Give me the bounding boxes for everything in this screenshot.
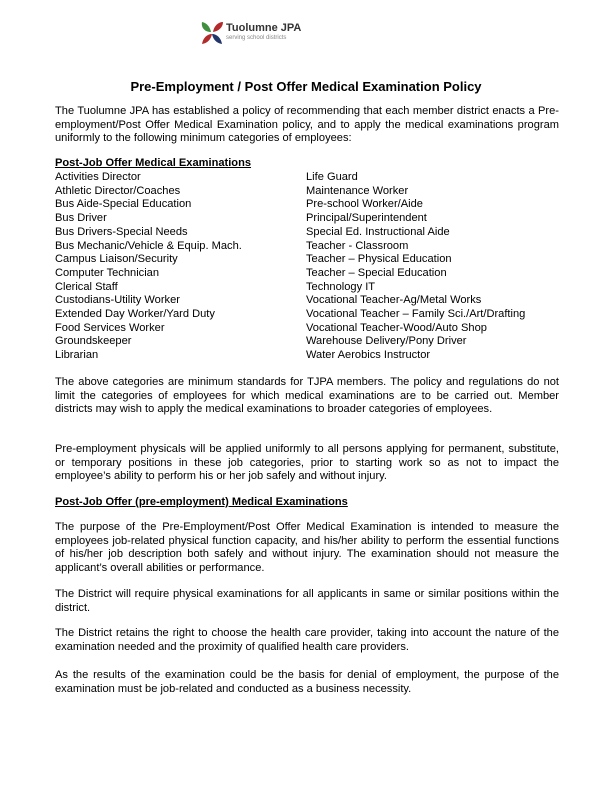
- list-item: Athletic Director/Coaches: [55, 184, 181, 197]
- list-item: Custodians-Utility Worker: [55, 294, 180, 307]
- purpose-paragraph: The purpose of the Pre-Employment/Post Offer Medical Examination is intended to measure the employees job-related physical function capacity, and his/her ability to perform the essential functions of his/her job description both safely and without injury. The examination should not measure the applicant’s overall abilities or performance.: [55, 521, 559, 575]
- list-item: Groundskeeper: [55, 335, 132, 348]
- list-item: Water Aerobics Instructor: [306, 349, 431, 362]
- list-item: Teacher – Physical Education: [306, 253, 452, 266]
- list-item: Clerical Staff: [55, 280, 118, 293]
- list-item: Bus Driver: [55, 212, 107, 225]
- list-item: Life Guard: [306, 171, 358, 183]
- requirement-paragraph: The District will require physical examinations for all applicants in same or similar positions within the district.: [55, 588, 559, 614]
- list-item: Food Services Worker: [55, 321, 165, 334]
- list-item: Librarian: [55, 349, 99, 362]
- intro-paragraph: The Tuolumne JPA has established a policy of recommending that each member district enacts a Pre-employment/Post Offer Medical Examination policy, and to apply the medical examinations program uniformly to the following minimum categories of employees:: [55, 105, 559, 145]
- list-item: Campus Liaison/Security: [55, 253, 178, 266]
- list-item: Vocational Teacher – Family Sci./Art/Drafting: [306, 308, 526, 321]
- list-item: Special Ed. Instructional Aide: [306, 225, 450, 238]
- list-item: Bus Drivers-Special Needs: [55, 225, 188, 238]
- list-item: Vocational Teacher-Ag/Metal Works: [306, 294, 482, 307]
- list-item: Teacher – Special Education: [306, 266, 447, 279]
- logo-tagline: serving school districts: [226, 35, 287, 41]
- organization-logo: [200, 20, 315, 46]
- section2-heading: Post-Job Offer (pre-employment) Medical Examinations: [55, 496, 348, 508]
- list-item: Technology IT: [306, 280, 376, 293]
- minimum-standards-paragraph: The above categories are minimum standards for TJPA members. The policy and regulations do not limit the categories of employees for which medical examinations are to be carried out. Member districts may wish to apply the medical examinations to broader categories of employees.: [55, 376, 559, 416]
- list-item: Vocational Teacher-Wood/Auto Shop: [306, 321, 487, 334]
- job-categories-left-list: [55, 171, 242, 363]
- list-item: Activities Director: [55, 171, 141, 183]
- list-item: Principal/Superintendent: [306, 212, 427, 225]
- list-item: Computer Technician: [55, 266, 160, 279]
- provider-paragraph: The District retains the right to choose the health care provider, taking into account the nature of the examination needed and the proximity of qualified health care providers.: [55, 627, 559, 653]
- uniform-application-paragraph: Pre-employment physicals will be applied uniformly to all persons applying for permanent, substitute, or temporary positions in these job categories, prior to starting work so as not to impact the employee’s ability to perform his or her job safely and without injury.: [55, 443, 559, 483]
- logo-mark-icon: [200, 20, 224, 46]
- list-item: Extended Day Worker/Yard Duty: [55, 308, 215, 321]
- list-item: Teacher - Classroom: [306, 239, 409, 252]
- job-categories-right-list: [306, 171, 525, 363]
- list-item: Warehouse Delivery/Pony Driver: [306, 335, 467, 348]
- logo-name: Tuolumne JPA: [226, 22, 302, 34]
- business-necessity-paragraph: As the results of the examination could be the basis for denial of employment, the purpose of the examination must be job-related and conducted as a business necessity.: [55, 669, 559, 695]
- list-item: Bus Aide-Special Education: [55, 198, 192, 211]
- list-item: Bus Mechanic/Vehicle & Equip. Mach.: [55, 239, 242, 252]
- list-item: Maintenance Worker: [306, 184, 409, 197]
- page-title: Pre-Employment / Post Offer Medical Examination Policy: [130, 79, 482, 94]
- list-item: Pre-school Worker/Aide: [306, 198, 423, 211]
- section1-heading: Post-Job Offer Medical Examinations: [55, 157, 252, 169]
